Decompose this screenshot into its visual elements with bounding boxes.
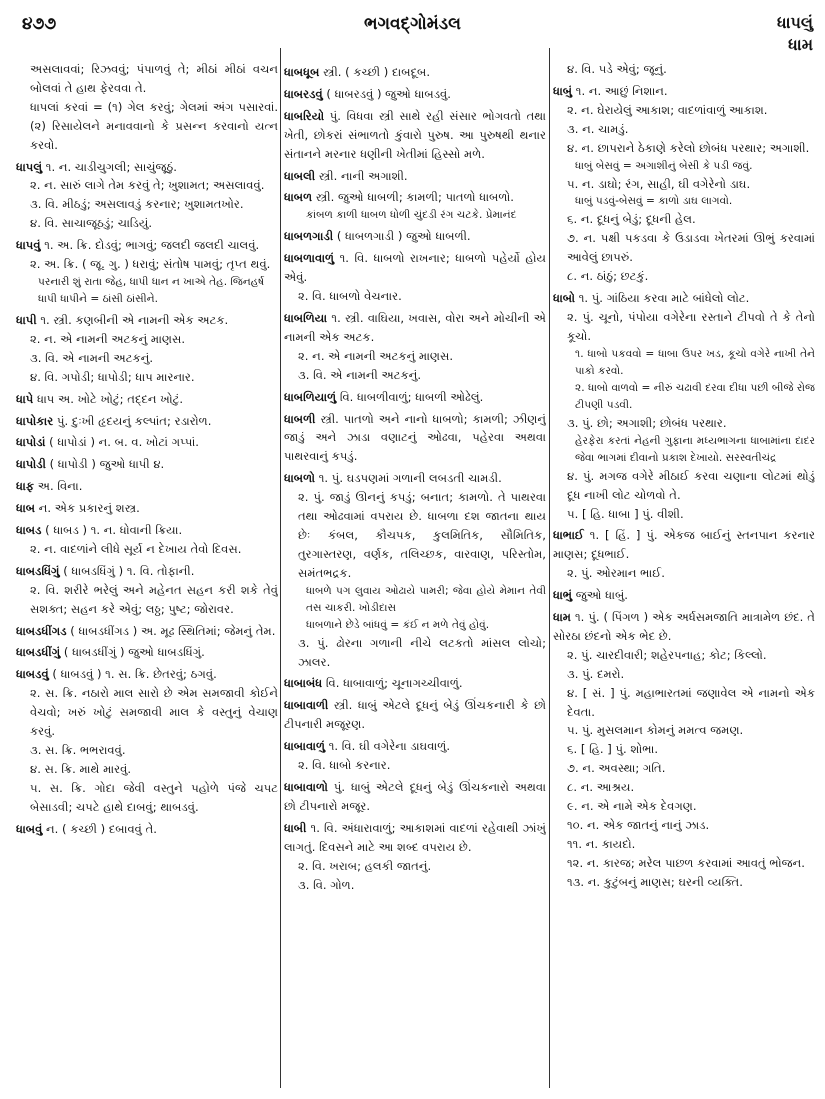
dictionary-entry (284, 85, 546, 104)
entry-sense (553, 120, 815, 139)
entry-sense (16, 176, 278, 195)
entry-definition: ૧૨. ન. કારજ; મરેલ પાછળ કરવામાં આવતું ભોજન. (567, 855, 805, 870)
entry-headword: ધાભું (553, 588, 573, 603)
entry-sense (16, 195, 278, 214)
entry-quotation (553, 193, 815, 210)
entry-definition: ૨. પું. ચૂનો, પંપોયા વગેરેના રસ્તાને ટીપવો તે કે તેનો કૂચો. (567, 309, 815, 343)
entry-definition: ૧. [ હિં. ] પું. એકજ બાઈનું સ્તનપાન કરનાર માણસ; દૂધભાઈ. (553, 528, 815, 562)
dictionary-entry (16, 643, 278, 662)
entry-sense (16, 368, 278, 387)
entry-definition: સ્ત્રી. ધાબું એટલે દૂધનું બેડું ઊંચકનારી કે છો ટીપનારી મજૂરણ. (284, 698, 546, 732)
entry-sense (284, 756, 546, 775)
dictionary-entry (284, 737, 546, 756)
entry-headword: ધાબાબંધ (284, 676, 323, 691)
entry-definition: ( ધાબળગાડી ) જુઓ ધાબળી. (336, 229, 471, 244)
entry-sense (553, 101, 815, 120)
entry-definition: ( ધાબડધીંગું ) જુઓ ધાબડધિંગું. (63, 645, 205, 660)
entry-sense (553, 175, 815, 194)
entry-definition: ૩. વિ. ગોળ. (298, 877, 355, 892)
dictionary-entry (16, 562, 278, 581)
entry-definition: ૨. વિ. ખરાબ; હલકી જાતનું. (298, 858, 432, 873)
entry-definition: ૨. વિ. શરીરે ભરેલું અને મહેનત સહન કરી શકે તેવું સશક્ત; સહન કરે એવું; લઠ્ઠ; પુષ્ટ; જોરાવર. (30, 582, 278, 616)
entry-definition: સ્ત્રી. જુઓ ધાબળી; કામળી; પાતળો ધાબળો. (315, 190, 514, 205)
entry-sense (16, 581, 278, 619)
entry-definition: ન. ( કચ્છી ) દબાવવું તે. (46, 821, 157, 836)
entry-headword: ધાબળગાડી (284, 229, 334, 244)
entry-definition: ન. એક પ્રકારનું શસ્ત્ર. (38, 501, 140, 516)
entry-definition: ૨. પું. જાડું ઊનનું કપડું; બનાત; કામળો. તે પાથરવા તથા ઓઢવામાં વપરાય છે. ધાબળા દશ જાતના થાય છેઃ કંબલ, કૌચપક, કુલમિતિક, સૌમિતિક, તુરગાસ્તરણ, વર્ણક, તલિચ્છક, વારવાણ, પરિસ્તોમ, સમંતભદ્રક. (298, 490, 546, 580)
entry-definition: અસલાવવાં; રિઝવવું; પંપાળવું તે; મીઠાં મીઠાં વચન બોલવાં તે હાથ ફેરવવા તે. (30, 62, 278, 95)
entry-quotation (553, 433, 815, 467)
entry-sense (16, 741, 278, 760)
entry-definition: ૧. ન. આછું નિશાન. (575, 83, 668, 98)
entry-definition: ૨. ન. એ નામની અટકનું માણસ. (30, 331, 186, 346)
entry-quotation (284, 617, 546, 634)
entry-sense (553, 665, 815, 684)
entry-definition: ૭. ન. પક્ષી પકડવા કે ઉડાડવા ખેતરમાં ઊભું કરવામાં આવેલું છાપરું. (567, 231, 815, 265)
entry-definition: ( ધાબડવું ) ૧. સ. ક્રિ. છેતરવું; ઠગવું. (52, 667, 217, 682)
entry-sense (553, 759, 815, 778)
dictionary-entry (284, 107, 546, 164)
dictionary-column-1 (16, 60, 278, 1090)
page-header (0, 0, 825, 60)
entry-sense (553, 854, 815, 873)
guide-word-last: ધામ (788, 35, 813, 54)
entry-definition: ૨. પું. ચારદીવારી; શહેરપનાહ; કોટ; કિલ્લો. (567, 647, 767, 662)
entry-definition: ( ધાબડ ) ૧. ન. ધોવાની ક્રિયા. (45, 523, 183, 538)
entry-definition: સ્ત્રી. ( કચ્છી ) દાબદૂબ. (323, 65, 431, 79)
entry-definition: ધાપી ધાપીને = ઠાંસી ઠાંસીને. (38, 292, 158, 305)
entry-sense (284, 634, 546, 672)
entry-headword: ધાપોડી (16, 457, 46, 472)
entry-definition: ૨. ન. ઘેરાયેલું આકાશ; વાદળાંવાળું આકાશ. (567, 102, 768, 117)
entry-definition: ૪. વિ. ૫ડે એવું; જૂનું. (567, 62, 667, 76)
entry-sense (553, 816, 815, 835)
entry-definition: ૧. પું. ગાંઠિયા કરવા માટે બાંધેલો લોટ. (578, 291, 750, 306)
entry-headword: ધાબળો (284, 471, 316, 486)
dictionary-entry (284, 309, 546, 347)
entry-definition: ધાબું બેસવું = અગાશીનું બેસી કે પડી જવું. (575, 159, 753, 172)
entry-sense (553, 210, 815, 229)
dictionary-entry (16, 665, 278, 684)
entry-definition: ૩. પું. દમરો. (567, 666, 625, 681)
entry-headword: ધાબડધીંગું (16, 645, 61, 660)
entry-sense (16, 779, 278, 817)
entry-sense (553, 873, 815, 892)
entry-quotation (284, 207, 546, 224)
entry-sense (16, 540, 278, 559)
entry-headword: ધાબડધિંગું (16, 563, 60, 578)
dictionary-entry (553, 586, 815, 605)
guide-words (777, 12, 813, 56)
entry-sense (16, 98, 278, 155)
entry-definition: ( ધાપોડાં ) ન. બ. વ. ખોટાં ગપ્પાં. (49, 435, 199, 450)
entry-definition: ૧. વિ. અંધારાવાળું; આકાશમાં વાદળાં રહેવાથી ઝાંખું લાગતું. દિવસને માટે આ શબ્દ વપરાય છે. (284, 820, 546, 854)
entry-definition: ૩. ન. ચામડું. (567, 121, 629, 136)
dictionary-entry (284, 696, 546, 734)
entry-definition: ૨. ન. એ નામની અટકનું માણસ. (298, 348, 454, 363)
entry-definition: ( ધાબડધિંગું ) ૧. વિ. તોફાની. (63, 563, 195, 578)
dictionary-entry (553, 289, 815, 308)
entry-headword: ધાબડવું (16, 667, 49, 682)
entry-headword: ધાબું (553, 83, 573, 98)
entry-definition: ૧. સ્ત્રી. વાઘિયા, ખવાસ, વોરા અને મોચીની એ નામની એક અટક. (284, 310, 546, 344)
entry-definition: પું. દુઃખી હૃદયનું કલ્પાંત; રડારોળ. (56, 413, 212, 428)
entry-definition: ૨. ધાબો વાળવો = નીરું ચઢાવી દરવા દીધા પછી બીજે રોજ ટીપણી પડવી. (575, 381, 815, 411)
dictionary-column-2 (284, 60, 546, 1090)
entry-definition: ધાબળાને છેડે બાંધવું = કંઈ ન મળે તેવું હોવું. (306, 618, 490, 631)
entry-sense (284, 488, 546, 583)
entry-headword: ધાબળિયા (284, 310, 328, 325)
entry-definition: ૩. વિ. એ નામની અટકનું. (298, 367, 422, 382)
guide-word-first: ધાપલું (776, 13, 813, 32)
dictionary-entry (284, 778, 546, 816)
entry-definition: ૩. પું. ઢોરના ગળાની નીચે લટકતો માંસલ લોચો; ઝાલર. (298, 635, 546, 669)
entry-sense (16, 349, 278, 368)
dictionary-entry (284, 63, 546, 82)
entry-headword: ધાફ (16, 479, 35, 494)
entry-definition: ૪. [ સં. ] પું. મહાભારતમાં જણાવેલ એ નામનો એક દેવતા. (567, 685, 815, 719)
entry-definition: ૩. પું. છો; અગાશી; છોબંધ પરથાર. (567, 415, 727, 430)
entry-sense (16, 684, 278, 741)
entry-headword: ધાબાવાળું (284, 739, 326, 754)
entry-definition: ૧. ન. ચાડીચુગલી; સાચુંજૂઠું. (45, 159, 177, 174)
dictionary-entry (553, 82, 815, 101)
dictionary-entry (284, 249, 546, 287)
entry-definition: ૧. વિ. ધાબળો રાખનાર; ધાબળો પહેર્યો હોય એવું. (284, 251, 546, 285)
entry-sense (16, 330, 278, 349)
dictionary-entry (16, 477, 278, 496)
entry-definition: ૨. ન. વાદળાંને લીધે સૂર્ય ન દેખાય તેવો દિવસ. (30, 541, 242, 556)
entry-headword: ધાબધૂબ (284, 65, 320, 79)
entry-headword: ધાપવું (16, 238, 41, 253)
entry-sense (16, 214, 278, 233)
entry-sense (553, 646, 815, 665)
entry-sense (553, 229, 815, 267)
entry-headword: ધાબળિયાળું (284, 389, 337, 404)
entry-definition: ( ધાબરડવું ) જુઓ ધાબડવું. (326, 86, 451, 101)
entry-definition: ૮. ન. આશ્રય. (567, 780, 635, 795)
entry-definition: ૧. ધાબો પકવવો = ધાબા ઉપર ખડ, કૂચો વગેરે નાખી તેને પાકો કરવો. (575, 347, 815, 377)
entry-headword: ધાબળાવાળું (284, 251, 335, 266)
entry-sense (553, 139, 815, 158)
entry-definition: ૨. પું. ઓરમાન ભાઈ. (567, 566, 665, 581)
entry-quotation (553, 158, 815, 175)
entry-quotation (284, 583, 546, 617)
entry-headword: ધાબાવાળી (284, 698, 329, 713)
dictionary-entry (284, 167, 546, 186)
entry-sense (553, 60, 815, 79)
entry-definition: ૧. અ. ક્રિ. દોડવું; ભાગવું; જલદી જલદી ચાલવું. (44, 238, 260, 253)
dictionary-entry (553, 608, 815, 646)
entry-headword: ધાબાવાળો (284, 780, 328, 794)
page-title: ભગવદ્ગોમંડલ (364, 14, 461, 34)
entry-definition: ૭. ન. અવસ્થા; ગતિ. (567, 761, 666, 776)
entry-sense (553, 564, 815, 583)
entry-headword: ધાબરિયો (284, 108, 325, 123)
entry-headword: ધાપે (16, 391, 34, 406)
dictionary-entry (16, 236, 278, 255)
dictionary-entry (16, 499, 278, 518)
page-number: ૪૭૭ (22, 14, 57, 34)
entry-definition: ધાબું પડવું-બેસવું = કાળો ડાઘ લાગવો. (575, 195, 733, 208)
entry-definition: સ્ત્રી. પાતળો અને નાનો ધાબળો; કામળી; ઝીણનું જાડું અને ઝાડા વણાટનું ઓઢવા, પહેરવા અથવા પાથરવાનું કપડું. (284, 411, 546, 464)
entry-quotation (16, 291, 278, 308)
entry-sense (553, 778, 815, 797)
entry-sense (553, 684, 815, 722)
dictionary-entry (16, 311, 278, 330)
entry-definition: ૨. વિ. ધાબો કરનાર. (298, 758, 391, 773)
entry-sense (284, 287, 546, 306)
dictionary-entry (16, 390, 278, 409)
entry-sense (16, 60, 278, 98)
entry-definition: વિ. ધાબાવાળું; ચૂનાગચ્ચીવાળું. (325, 676, 463, 691)
column-divider (549, 48, 550, 1088)
entry-definition: ૧. સ્ત્રી. કણબીની એ નામની એક અટક. (40, 312, 229, 327)
entry-sense (16, 255, 278, 274)
entry-sense (553, 267, 815, 286)
entry-headword: ધામ (553, 610, 571, 625)
entry-definition: ધાપલાં કરવાં = (૧) ગેલ કરવું; ગેલમાં અંગ પસારવાં. (૨) રિસાયેલને મનાવવાનો કે પ્રસન્ન કરવાનો યત્ન કરવો. (30, 99, 278, 152)
entry-headword: ધાબ (16, 501, 36, 516)
entry-headword: ધાબડધીંગડ (16, 623, 67, 638)
entry-definition: ૫. સ. ક્રિ. ગોદા જેવી વસ્તુને પહોળે પંજે ચપટ બેસાડવી; ચપટે હાથે દાબવું; થાબડવું. (30, 780, 278, 814)
dictionary-entry (16, 820, 278, 839)
entry-headword: ધાબવું (16, 821, 43, 836)
entry-sense (284, 857, 546, 876)
entry-definition: ૨. વિ. ધાબળો વેચનાર. (298, 289, 402, 304)
dictionary-entry (16, 622, 278, 641)
entry-sense (553, 308, 815, 346)
entry-definition: ૧૦. ન. એક જાતનું નાનું ઝાડ. (567, 818, 710, 832)
entry-sense (284, 366, 546, 385)
dictionary-entry (16, 433, 278, 452)
entry-headword: ધાબરડવું (284, 86, 323, 101)
entry-headword: ધાબલી (284, 168, 316, 183)
entry-definition: અ. વિના. (37, 479, 83, 494)
entry-definition: કાંબળ કાળી ધાબળ ધોળી ચુંદડી રંગ ચટકે. પ્રેમાનંદ (306, 209, 517, 222)
entry-sense (553, 414, 815, 433)
entry-definition: ૧. પું. ઘડપણમાં ગળાની લબડતી ચામડી. (318, 471, 502, 486)
dictionary-entry (16, 158, 278, 177)
entry-headword: ધાભાઈ (553, 528, 584, 543)
entry-headword: ધાબડ (16, 523, 42, 538)
dictionary-entry (553, 526, 815, 564)
entry-definition: ૨. ન. સારું લાગે તેમ કરવું તે; ખુશામત; અસલાવવું. (30, 178, 265, 193)
entry-definition: જુઓ ધાબું. (575, 588, 628, 603)
entry-definition: ધાપ અ. ખોટે ખોટું; તદ્દન ખોટું. (37, 391, 184, 406)
entry-definition: ૪. પું. મગજ વગેરે મીઠાઈ કરવા ચણાના લોટમાં થોડું દૂધ નાખી લોટ ચોળવો તે. (567, 468, 815, 502)
entry-headword: ધાપોકાર (16, 413, 54, 428)
dictionary-entry (284, 674, 546, 693)
entry-sense (553, 797, 815, 816)
entry-definition: પરનારી શું રાતા જેહ, ધાપી ધાન ન ખાએ તેહ. જિનહર્ષ (38, 275, 265, 288)
entry-definition: ૪. ન. છાપરાને ઠેકાણે કરેલો છોબંધ પરથાર; અગાશી. (567, 140, 810, 155)
entry-definition: ૪. સ. ક્રિ. માથે મારવું. (30, 761, 132, 776)
entry-definition: ૫. પું. મુસલમાન કોમનું મમત્વ જમણ. (567, 723, 744, 738)
entry-definition: ૨. સ. ક્રિ. નઠારો માલ સારો છે એમ સમજાવી કોઈને વેચવો; ખરું ખોટું સમજાવી માલ કે વસ્તુનું વેચાણ કરવું. (30, 686, 278, 739)
entry-definition: ધાબળે પગ લુવાય ઓઢાયે પામરી; જેવા હોયે મેમાન તેવી તસ ચાકરી. ખોડીદાસ (306, 584, 546, 614)
entry-definition: ૩. સ. ક્રિ. ભભરાવવું. (30, 743, 126, 757)
entry-definition: ૨. અ. ક્રિ. ( જૂ. ગુ. ) ધરાવું; સંતોષ પામવું; તૃપ્ત થવું. (30, 257, 271, 272)
entry-sense (284, 876, 546, 895)
entry-definition: ૩. વિ. એ નામની અટકનું. (30, 350, 154, 365)
dictionary-entry (284, 227, 546, 246)
entry-definition: ૬. [ હિ. ] પું. શોભા. (567, 742, 659, 757)
entry-definition: વિ. ધાબળીવાળું; ધાબળી ઓઢેલું. (339, 389, 484, 404)
entry-headword: ધાપોડાં (16, 435, 46, 450)
entry-definition: ૮. ન. ઠાંઠું; છટકું. (567, 269, 649, 284)
entry-headword: ધાબળ (284, 190, 313, 205)
entry-definition: પું. વિધવા સ્ત્રી સાથે રહી સંસાર ભોગવતો તથા ખેતી, છોકરાં સંભાળતો કુંવારો પુરુષ. આ પુરુષથી થનાર સંતાનને મરનાર ધણીની ખેતીમાં હિસ્સો મળે. (284, 108, 546, 161)
entry-definition: ૧. વિ. ઘી વગેરેના ડાઘવાળું. (328, 739, 450, 754)
column-divider (280, 48, 281, 1088)
dictionary-entry (16, 521, 278, 540)
entry-definition: હેરફેરા કરતાં નેહની ગુફાના મધ્યભાગના ધાબામાંના દાદર જેવા ભાગમાં દીવાનો પ્રકાશ દેખાયો. સરસ્વતીચંદ્ર (575, 434, 815, 464)
entry-definition: ૧. પું. ( પિંગળ ) એક અર્ધસમજાતિ માત્રામેળ છંદ. તે સોરઠા છંદનો એક ભેદ છે. (553, 610, 815, 643)
entry-quotation (16, 274, 278, 291)
entry-sense (553, 467, 815, 505)
entry-definition: ૫. [ હિ. ધાબા ] પું. વીશી. (567, 506, 684, 521)
entry-definition: ૪. વિ. ગપોડી; ધાપોડી; ધાપ મારનાર. (30, 369, 195, 384)
entry-sense (16, 760, 278, 779)
entry-sense (553, 721, 815, 740)
entry-definition: ( ધાપોડી ) જુઓ ધાપી ૪. (49, 457, 165, 472)
entry-definition: ૫. ન. ડાઘો; રંગ, સાહી, ઘી વગેરેનો ડાઘ. (567, 176, 751, 191)
entry-definition: સ્ત્રી. નાની અગાશી. (318, 168, 408, 183)
dictionary-entry (284, 819, 546, 857)
dictionary-entry (284, 410, 546, 467)
entry-headword: ધાપલું (16, 159, 43, 174)
entry-sense (553, 835, 815, 854)
entry-definition: ( ધાબડધીંગડ ) અ. મૂઢ સ્થિતિમાં; જેમનું તેમ. (70, 623, 276, 638)
entry-headword: ધાપી (16, 312, 37, 327)
entry-headword: ધાબળી (284, 411, 316, 426)
entry-headword: ધાબો (553, 291, 576, 306)
entry-definition: પું. ધાબું એટલે દૂધનું બેડું ઊંચકનારો અથવા છો ટીપનારો મજૂર. (284, 780, 546, 813)
dictionary-entry (284, 388, 546, 407)
entry-headword: ધાબી (284, 820, 307, 835)
entry-definition: ૬. ન. દૂધનું બેડું; દૂધની હેલ. (567, 212, 696, 227)
entry-sense (284, 347, 546, 366)
dictionary-entry (284, 469, 546, 488)
entry-definition: ૩. વિ. મીઠડું; અસલાવડું કરનાર; ખુશામતખોર. (30, 197, 244, 212)
dictionary-entry (16, 455, 278, 474)
entry-sense (553, 505, 815, 524)
dictionary-entry (284, 188, 546, 207)
entry-definition: ૪. વિ. સાચાજૂઠડું; ચાડિયું. (30, 216, 153, 231)
dictionary-entry (16, 412, 278, 431)
dictionary-column-3 (553, 60, 815, 1090)
entry-sense (553, 740, 815, 759)
entry-quotation (553, 346, 815, 380)
entry-definition: ૧૧. ન. કાયદો. (567, 836, 636, 851)
entry-quotation (553, 380, 815, 414)
entry-definition: ૯. ન. એ નામે એક દેવગણ. (567, 799, 697, 814)
entry-definition: ૧૩. ન. કુટુંબનું માણસ; ઘરની વ્યક્તિ. (567, 874, 743, 889)
